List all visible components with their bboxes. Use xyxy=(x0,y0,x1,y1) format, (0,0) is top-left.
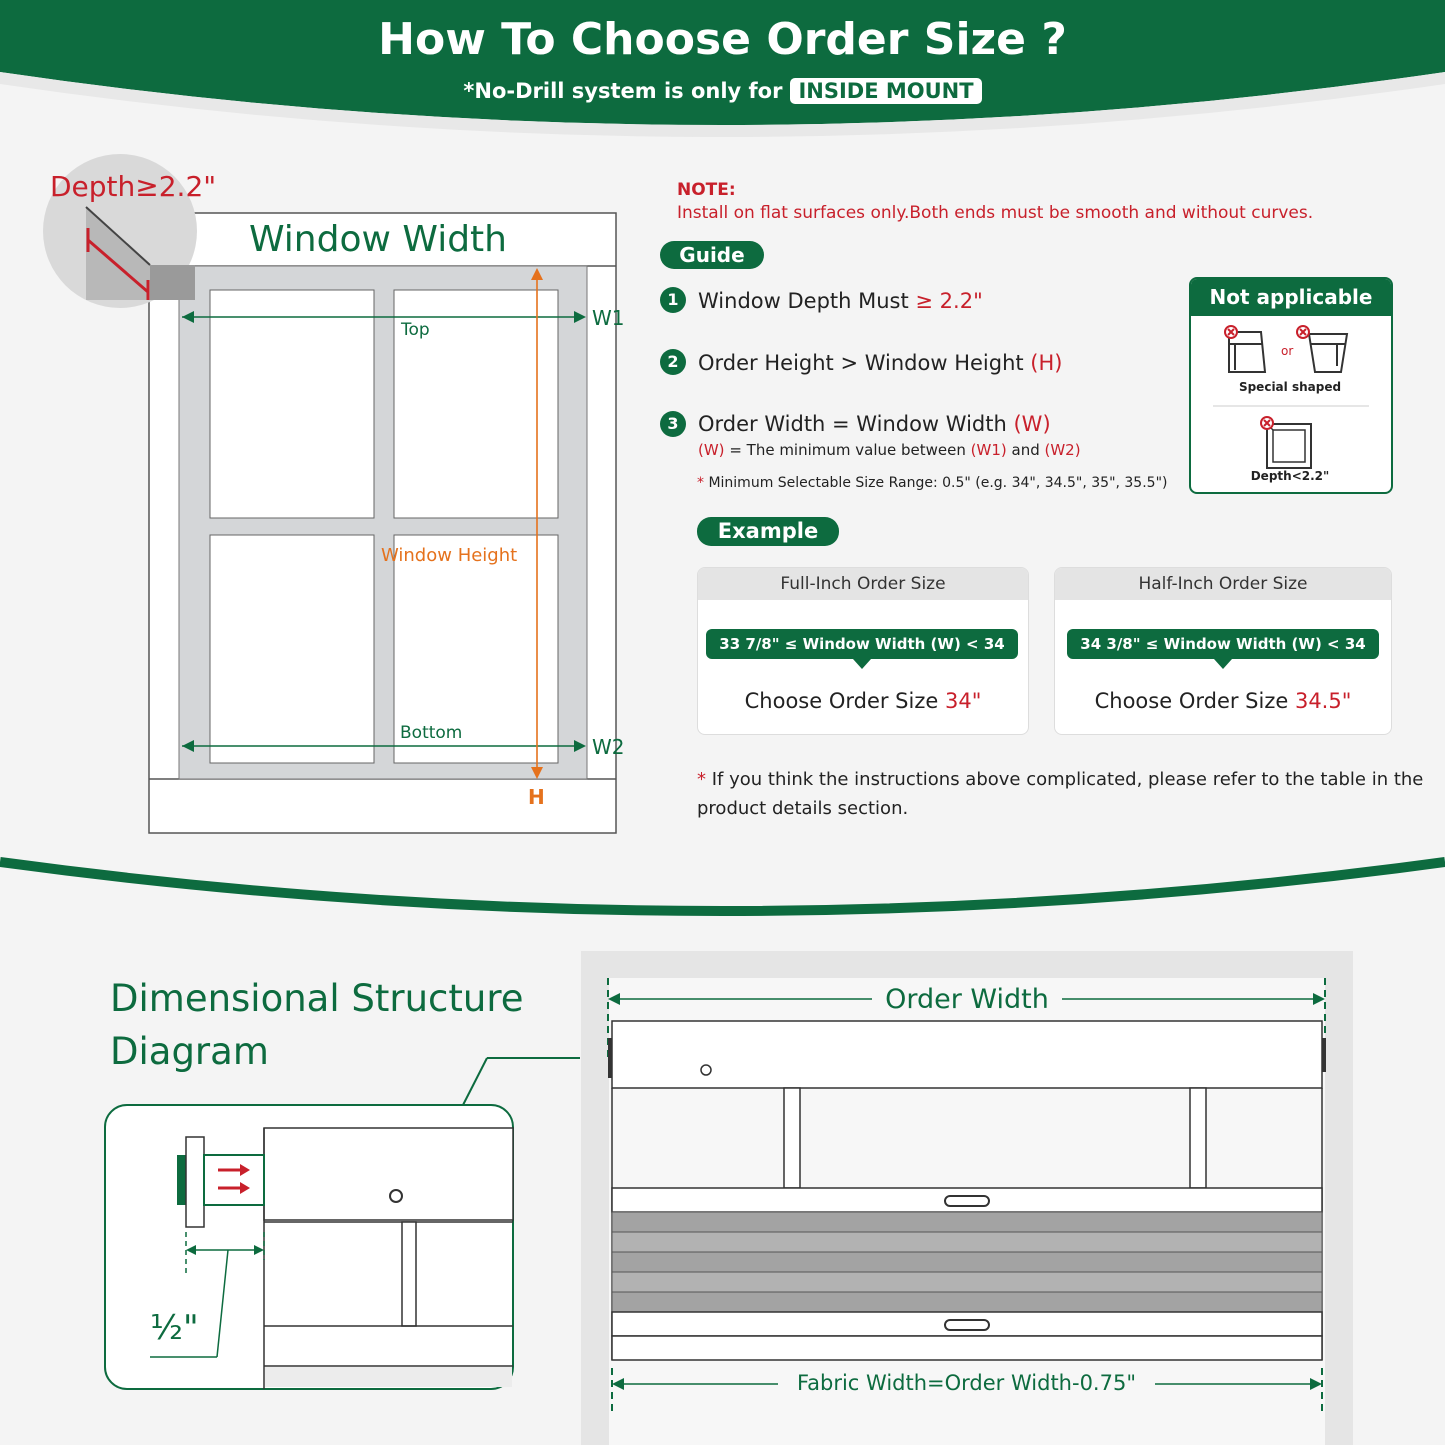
footnote-text: If you think the instructions above complicated, please refer to the table in the product details section. xyxy=(697,769,1424,819)
order-width-label: Order Width xyxy=(885,984,1049,1015)
step-1-text xyxy=(698,289,983,313)
full-inch-range: 33 7/8" ≤ Window Width (W) < 34 3/8" xyxy=(706,629,1018,659)
half-inch-choice xyxy=(1055,689,1391,713)
arched-shade-icon xyxy=(1225,326,1265,372)
w1-label: W1 xyxy=(592,306,625,330)
footnote-star: * xyxy=(697,769,706,790)
half-inch-choice-value: 34.5" xyxy=(1294,689,1352,713)
full-inch-heading: Full-Inch Order Size xyxy=(698,568,1028,600)
guide-label: Guide xyxy=(660,241,764,269)
detail-diagram xyxy=(0,1050,580,1445)
half-inch-choice-label: Choose Order Size xyxy=(1094,689,1295,713)
inside-mount-badge: INSIDE MOUNT xyxy=(790,78,981,104)
half-inch-heading: Half-Inch Order Size xyxy=(1055,568,1391,600)
step-1-value: ≥ 2.2" xyxy=(915,289,983,313)
half-inch-label: ½" xyxy=(150,1308,199,1348)
trapezoid-shade-icon xyxy=(1297,326,1347,372)
bottom-label: Bottom xyxy=(400,723,463,743)
range-star: * xyxy=(697,475,704,491)
section-divider xyxy=(0,850,1445,930)
step-2-text xyxy=(698,351,1062,375)
footnote xyxy=(697,765,1427,823)
size-range-note xyxy=(697,475,1167,491)
w2-token: (W2) xyxy=(1044,441,1081,459)
top-label: Top xyxy=(401,320,430,340)
subtitle-text: *No-Drill system is only for xyxy=(463,79,783,103)
w2-label: W2 xyxy=(592,735,625,759)
page-title: How To Choose Order Size ? xyxy=(378,14,1067,65)
example-label: Example xyxy=(697,517,839,546)
note-text: Install on flat surfaces only.Both ends must be smooth and without curves. xyxy=(677,203,1314,223)
header-subtitle xyxy=(0,78,1445,104)
full-inch-choice-label: Choose Order Size xyxy=(744,689,945,713)
note-heading: NOTE: xyxy=(677,180,736,200)
depth-less-label: Depth<2.2" xyxy=(1250,469,1330,483)
h-label: H xyxy=(528,785,545,809)
not-applicable-title: Not applicable xyxy=(1191,279,1391,316)
step-3-number: 3 xyxy=(660,411,686,437)
half-inch-card xyxy=(1054,567,1392,735)
window-height-label: Window Height xyxy=(381,545,518,566)
fabric-width-label: Fabric Width=Order Width-0.75" xyxy=(796,1371,1136,1395)
special-shaped-label: Special shaped xyxy=(1238,380,1342,394)
step-1-label: Window Depth Must xyxy=(698,289,916,313)
structure-title-line1: Dimensional Structure xyxy=(110,977,524,1020)
w-definition xyxy=(698,441,1081,459)
step-2-label: Order Height > Window Height xyxy=(698,351,1031,375)
step-2-number: 2 xyxy=(660,349,686,375)
window-width-label: Window Width xyxy=(249,219,507,260)
shallow-depth-icon xyxy=(1261,417,1311,468)
w-token: (W) xyxy=(698,441,725,459)
step-3-value: (W) xyxy=(1013,412,1051,436)
depth-label: Depth≥2.2" xyxy=(50,170,217,203)
not-applicable-icons xyxy=(1191,316,1391,492)
full-inch-card xyxy=(697,567,1029,735)
w-definition-text: = The minimum value between xyxy=(724,441,971,459)
range-text: Minimum Selectable Size Range: 0.5" (e.g. 34", 34.5", 35", 35.5") xyxy=(704,475,1168,491)
structure-title-line2: Diagram xyxy=(110,1030,269,1073)
half-inch-range: 34 3/8" ≤ Window Width (W) < 34 7/8" xyxy=(1067,629,1379,659)
full-inch-choice-value: 34" xyxy=(944,689,982,713)
and-text: and xyxy=(1006,441,1045,459)
step-1-number: 1 xyxy=(660,287,686,313)
step-3-label: Order Width = Window Width xyxy=(698,412,1014,436)
w1-token: (W1) xyxy=(970,441,1007,459)
or-label: or xyxy=(1281,344,1294,358)
full-inch-choice xyxy=(698,689,1028,713)
step-3-text xyxy=(698,412,1051,436)
step-2-value: (H) xyxy=(1030,351,1063,375)
